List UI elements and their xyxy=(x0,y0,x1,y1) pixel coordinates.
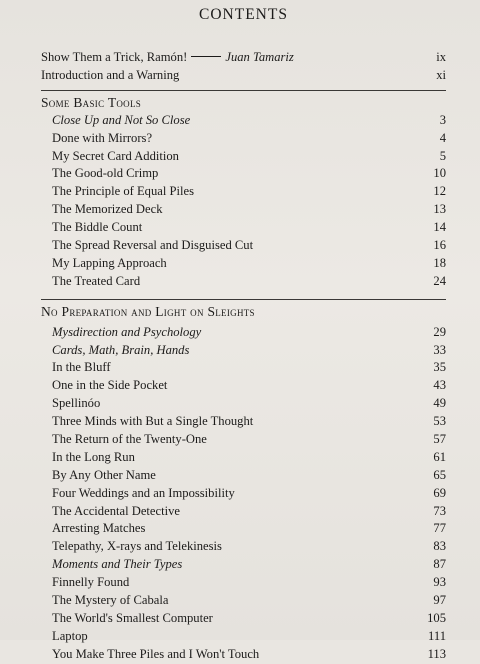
toc-entry xyxy=(41,359,446,377)
entry-title: One in the Side Pocket xyxy=(52,378,168,393)
entry-page: 13 xyxy=(433,202,446,217)
toc-entry xyxy=(41,324,446,342)
toc-entry xyxy=(41,628,446,646)
entry-page: 73 xyxy=(433,503,446,518)
toc-entry xyxy=(41,485,446,503)
toc-entry xyxy=(41,219,446,237)
toc-entry xyxy=(41,610,446,628)
entry-page: 105 xyxy=(427,610,446,625)
entry-title: Introduction and a Warning xyxy=(41,67,180,82)
em-dash xyxy=(191,56,221,57)
entry-title: The Principle of Equal Piles xyxy=(52,184,194,199)
entry-title: Spellinóo xyxy=(52,396,101,411)
entry-page: 12 xyxy=(433,184,446,199)
entry-title: Finnelly Found xyxy=(52,575,130,590)
section-no-preparation xyxy=(41,302,446,664)
entry-title: The Biddle Count xyxy=(52,220,143,235)
entry-title: In the Long Run xyxy=(52,449,135,464)
entry-page: 14 xyxy=(433,220,446,235)
front-entry-foreword xyxy=(41,49,446,67)
entry-page: 24 xyxy=(433,273,446,288)
section-divider xyxy=(41,299,446,300)
entry-title: Arresting Matches xyxy=(52,521,146,536)
entry-title: In the Bluff xyxy=(52,360,111,375)
entry-page: 61 xyxy=(433,449,446,464)
toc-entry xyxy=(41,237,446,255)
entry-page: 83 xyxy=(433,539,446,554)
toc-entry xyxy=(41,183,446,201)
entry-page: 65 xyxy=(433,467,446,482)
toc-entry xyxy=(41,165,446,183)
entry-page: 77 xyxy=(433,521,446,536)
entry-page: 3 xyxy=(439,112,446,127)
toc-entry xyxy=(41,503,446,521)
entry-page: 16 xyxy=(433,238,446,253)
toc-entry xyxy=(41,556,446,574)
entry-title: You Make Three Piles and I Won't Touch xyxy=(52,646,260,661)
entry-page: 18 xyxy=(433,255,446,270)
toc-entry xyxy=(41,431,446,449)
entry-page: xi xyxy=(436,67,446,82)
toc-entry xyxy=(41,395,446,413)
entry-title: The Return of the Twenty-One xyxy=(52,432,207,447)
entry-title: Show Them a Trick, Ramón! xyxy=(41,50,188,64)
page-title: CONTENTS xyxy=(199,6,288,23)
toc-entry xyxy=(41,538,446,556)
entry-page: 33 xyxy=(433,342,446,357)
entry-title: My Secret Card Addition xyxy=(52,148,179,163)
entry-page: 69 xyxy=(433,485,446,500)
toc-entry xyxy=(41,342,446,360)
section-basic-tools xyxy=(41,93,446,291)
entry-title: The Treated Card xyxy=(52,273,141,288)
entry-page: 111 xyxy=(428,628,446,643)
toc-entry xyxy=(41,467,446,485)
entry-title: My Lapping Approach xyxy=(52,255,167,270)
entry-page: 87 xyxy=(433,557,446,572)
entry-title: The Mystery of Cabala xyxy=(52,593,169,608)
section-title: Some Basic Tools xyxy=(41,94,142,110)
entry-title: By Any Other Name xyxy=(52,467,156,482)
entry-page: 97 xyxy=(433,593,446,608)
entry-page: 57 xyxy=(433,432,446,447)
toc-entry xyxy=(41,377,446,395)
toc-entry xyxy=(41,273,446,291)
entry-page: 53 xyxy=(433,414,446,429)
toc-entry xyxy=(41,148,446,166)
entry-page: 93 xyxy=(433,575,446,590)
entry-title: Three Minds with But a Single Thought xyxy=(52,414,254,429)
toc-entry xyxy=(41,130,446,148)
toc-entry xyxy=(41,201,446,219)
entry-page: ix xyxy=(436,50,446,64)
toc-entry xyxy=(41,413,446,431)
entry-page: 35 xyxy=(433,360,446,375)
entry-page: 113 xyxy=(427,646,446,661)
front-entry-introduction xyxy=(41,67,446,85)
entry-title: The Spread Reversal and Disguised Cut xyxy=(52,238,254,253)
section-title: No Preparation and Light on Sleights xyxy=(41,303,255,319)
toc-entry xyxy=(41,520,446,538)
entry-author: Juan Tamariz xyxy=(225,50,294,64)
entry-page: 10 xyxy=(433,166,446,181)
entry-page: 29 xyxy=(433,324,446,339)
entry-page: 4 xyxy=(439,130,446,145)
entry-title: The World's Smallest Computer xyxy=(52,610,213,625)
entry-page: 49 xyxy=(433,396,446,411)
entry-title: Cards, Math, Brain, Hands xyxy=(52,342,190,357)
entry-title: Close Up and Not So Close xyxy=(52,112,191,127)
entry-page: 43 xyxy=(433,378,446,393)
entry-title: The Good-old Crimp xyxy=(52,166,159,181)
toc-entry xyxy=(41,255,446,273)
entry-title: The Accidental Detective xyxy=(52,503,180,518)
toc-entry xyxy=(41,112,446,130)
entry-title: Laptop xyxy=(52,628,88,643)
toc-entry xyxy=(41,592,446,610)
entry-title: Done with Mirrors? xyxy=(52,130,153,145)
entry-page: 5 xyxy=(439,148,446,163)
entry-title: Four Weddings and an Impossibility xyxy=(52,485,235,500)
entry-title: The Memorized Deck xyxy=(52,202,163,217)
entry-title: Telepathy, X-rays and Telekinesis xyxy=(52,539,222,554)
entry-title: Mysdirection and Psychology xyxy=(52,324,202,339)
section-divider xyxy=(41,90,446,91)
toc-entry xyxy=(41,574,446,592)
toc-entry xyxy=(41,449,446,467)
entry-title: Moments and Their Types xyxy=(52,557,183,572)
toc-entry xyxy=(41,646,446,664)
